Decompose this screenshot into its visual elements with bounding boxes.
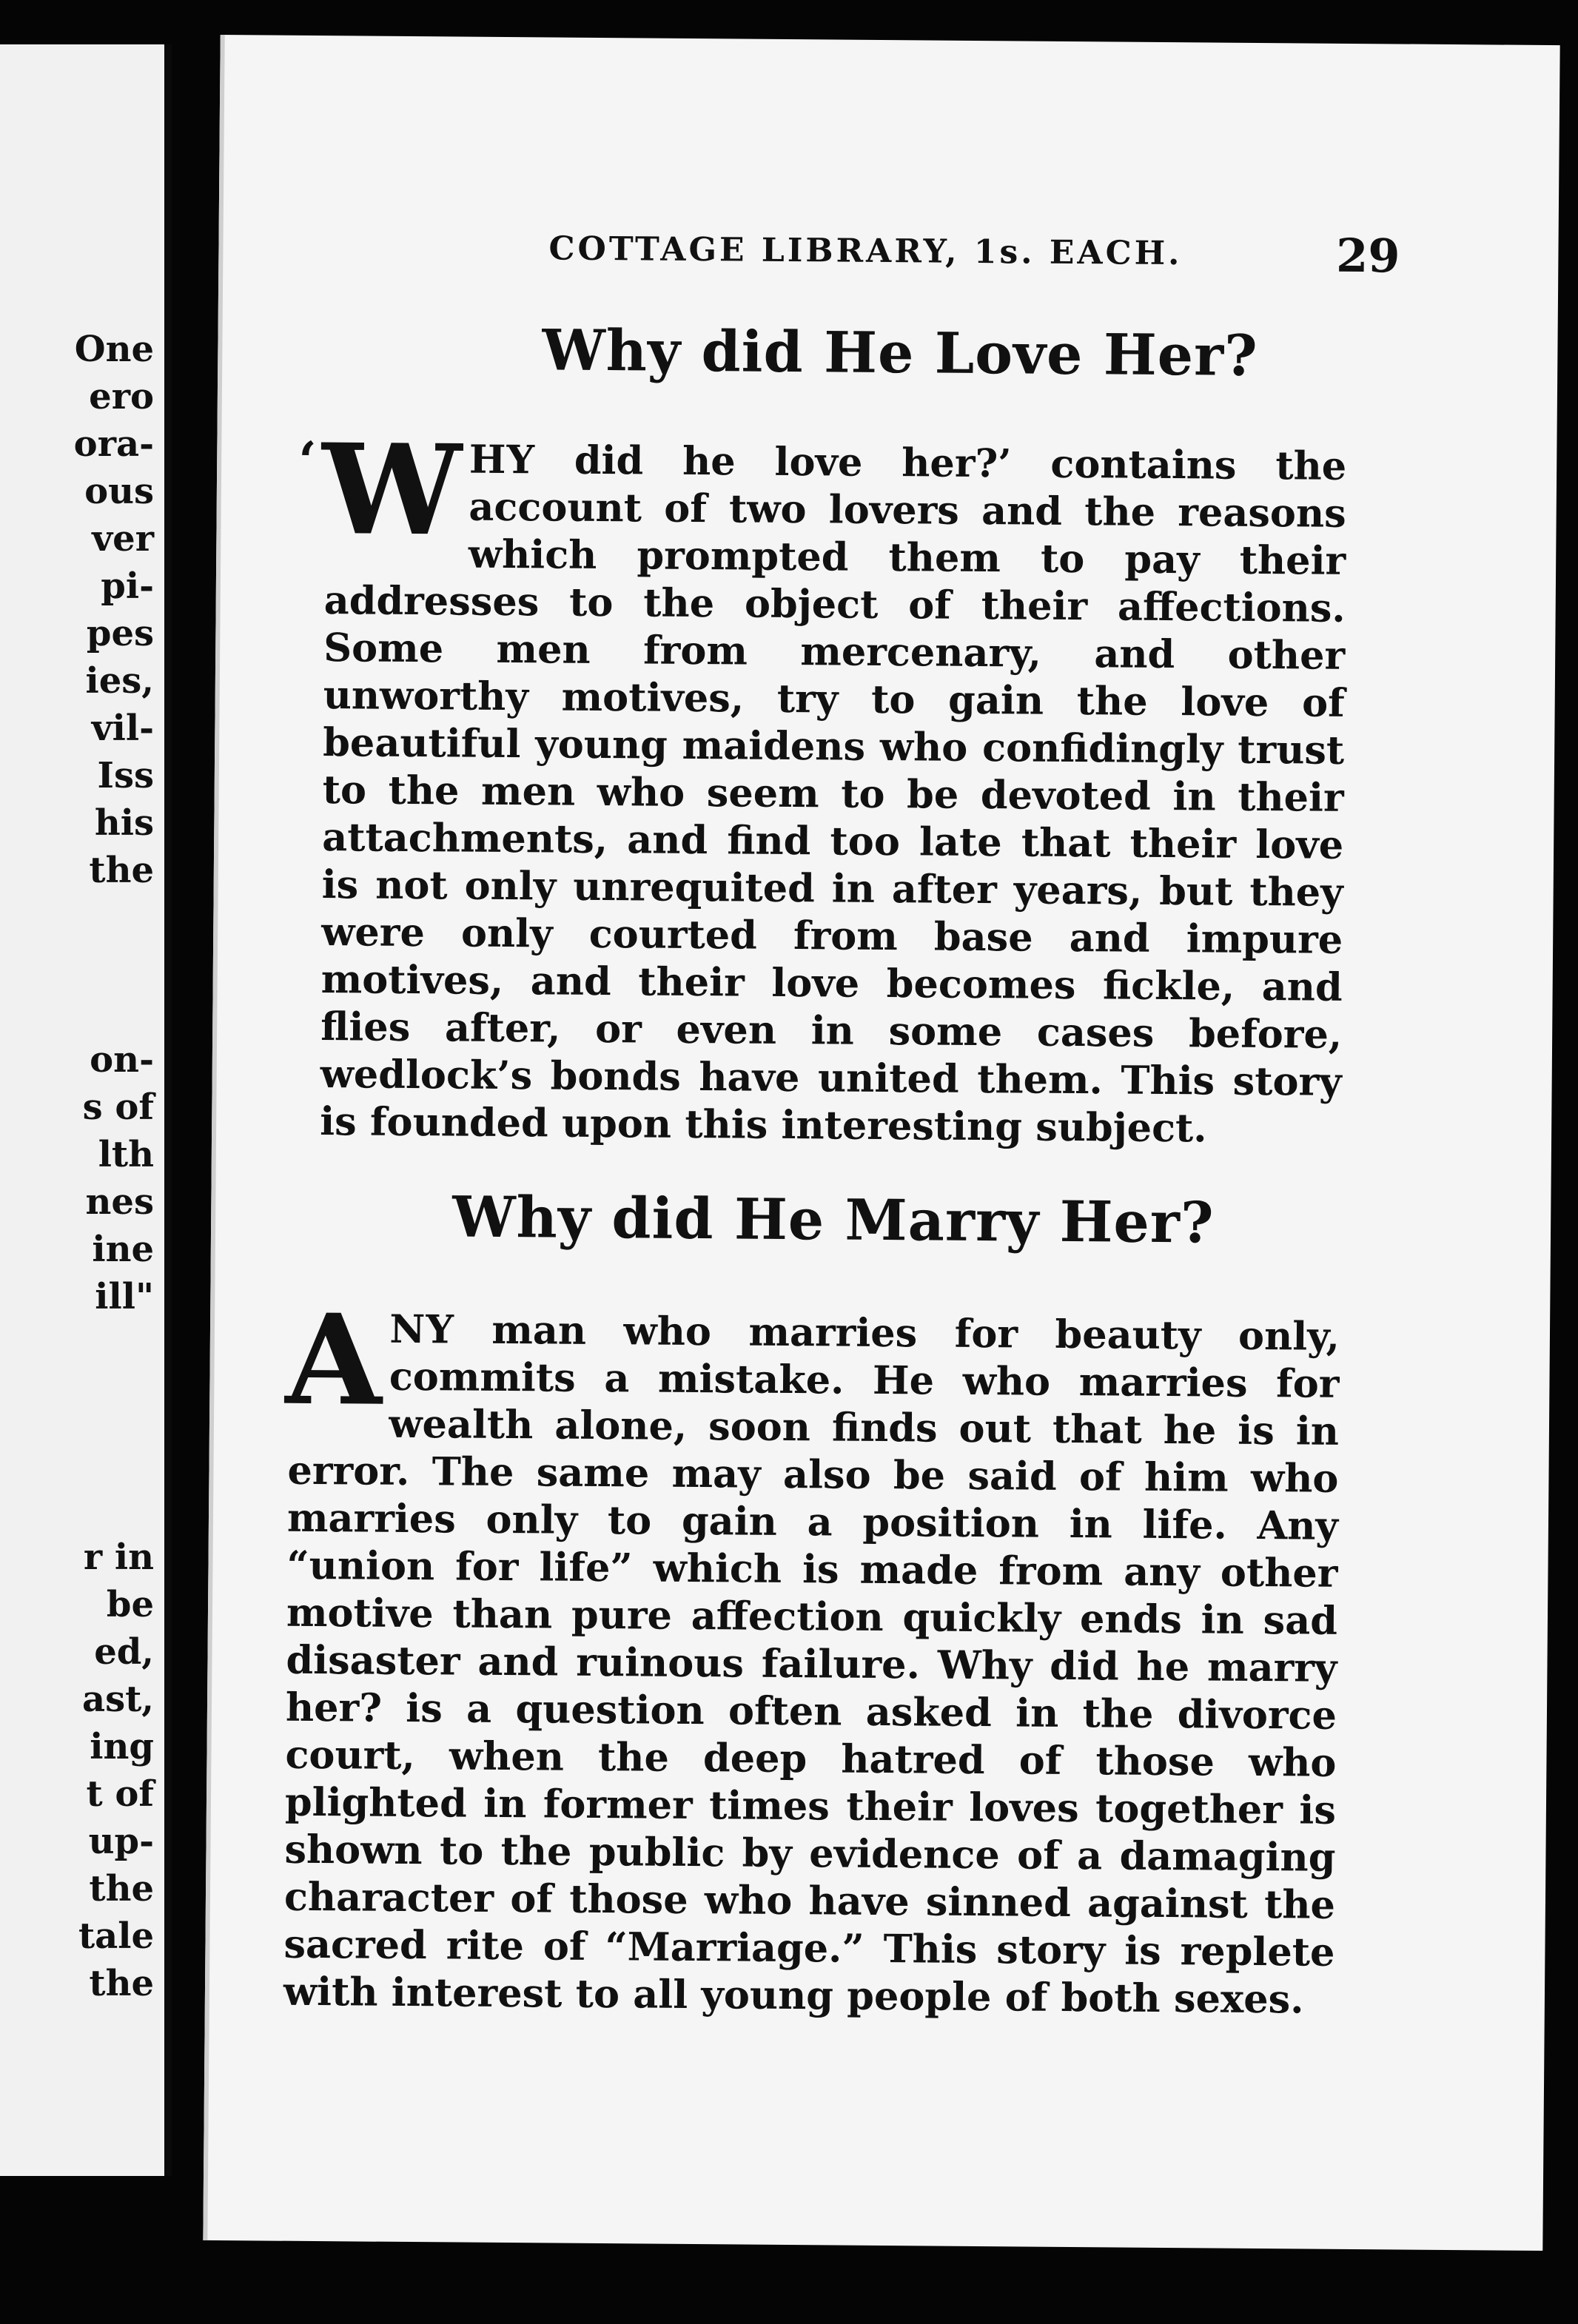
left-page-text: pes (86, 613, 154, 654)
article-why-did-he-love-her (298, 416, 1347, 1154)
lead-caps: HY (469, 437, 536, 483)
heading-why-did-he-love-her: Why did He Love Her? (542, 317, 1259, 389)
left-page-text: vil- (91, 708, 154, 749)
left-page-text: pi- (101, 565, 154, 607)
running-head-title: COTTAGE LIBRARY, 1s. EACH. (548, 229, 1183, 273)
left-page-text: ero (89, 376, 154, 417)
left-page-text: ver (92, 518, 154, 560)
heading-why-did-he-marry-her: Why did He Marry Her? (451, 1183, 1215, 1256)
opening-quote: ‘ (298, 429, 317, 491)
left-page-fragment (0, 44, 172, 2176)
left-page-text: nes (85, 1181, 154, 1223)
left-page-text: be (106, 1584, 154, 1625)
left-page-text: ies, (85, 660, 154, 702)
left-page-text: t of (86, 1773, 154, 1815)
left-page-text: lth (98, 1134, 154, 1175)
left-page-text: ora- (73, 423, 154, 465)
left-page-text: Iss (97, 755, 154, 796)
drop-cap: A (284, 1286, 383, 1434)
left-page-text: One (74, 329, 154, 370)
left-page-text: the (89, 850, 154, 891)
left-page-text: on- (90, 1039, 154, 1081)
article-body: did he love her?’ contains the account of two lovers and the reasons which prompted them to pay their addresses to the object of their affections. Some men from mercenary, and other unworthy motives, try to gain the love of beautiful young maidens who confidingly trust to the men who seem to be devoted in their attachments, and find too late that their love is not only unrequited in after years, but they were only courted from base and impure motives, and their love becomes fickle, and flies after, or even in some cases before, wedlock’s bonds have united them. This story is founded upon this interesting subject. (319, 437, 1347, 1152)
running-head (548, 207, 1400, 288)
left-page-text: up- (88, 1821, 154, 1862)
left-page-text: his (94, 802, 154, 844)
left-page-text: s of (82, 1087, 154, 1128)
left-page-text: r in (83, 1537, 154, 1578)
page-number: 29 (1335, 228, 1400, 283)
article-why-did-he-marry-her (283, 1286, 1340, 2024)
left-page-text: ing (90, 1726, 154, 1767)
book-page (203, 35, 1559, 2251)
left-page-text: tale (78, 1915, 154, 1957)
left-page-text: ill" (95, 1276, 154, 1317)
left-page-text: ed, (94, 1631, 154, 1673)
left-page-text: ine (92, 1229, 154, 1270)
drop-cap: W (321, 416, 463, 564)
article-body: man who marries for beauty only, commits a mistake. He who marries for wealth alone, soon finds out that he is in error. The same may also be said of him who marries only to gain a position in life. Any “union for life” which is made from any other motive than pure affection quickly ends in sad disaster and ruinous failure. Why did he marry her? is a question often asked in the divorce court, when the deep hatred of those who plighted in former times their loves together is shown to the public by evidence of a damaging character of those who have sinned against the sacred rite of “Marriage.” This story is replete with interest to all young people of both sexes. (283, 1307, 1340, 2023)
left-page-text: ast, (81, 1679, 154, 1720)
left-page-text: the (89, 1868, 154, 1910)
lead-caps: NY (389, 1306, 455, 1353)
left-page-text: ous (84, 471, 154, 512)
left-page-text: the (89, 1963, 154, 2004)
